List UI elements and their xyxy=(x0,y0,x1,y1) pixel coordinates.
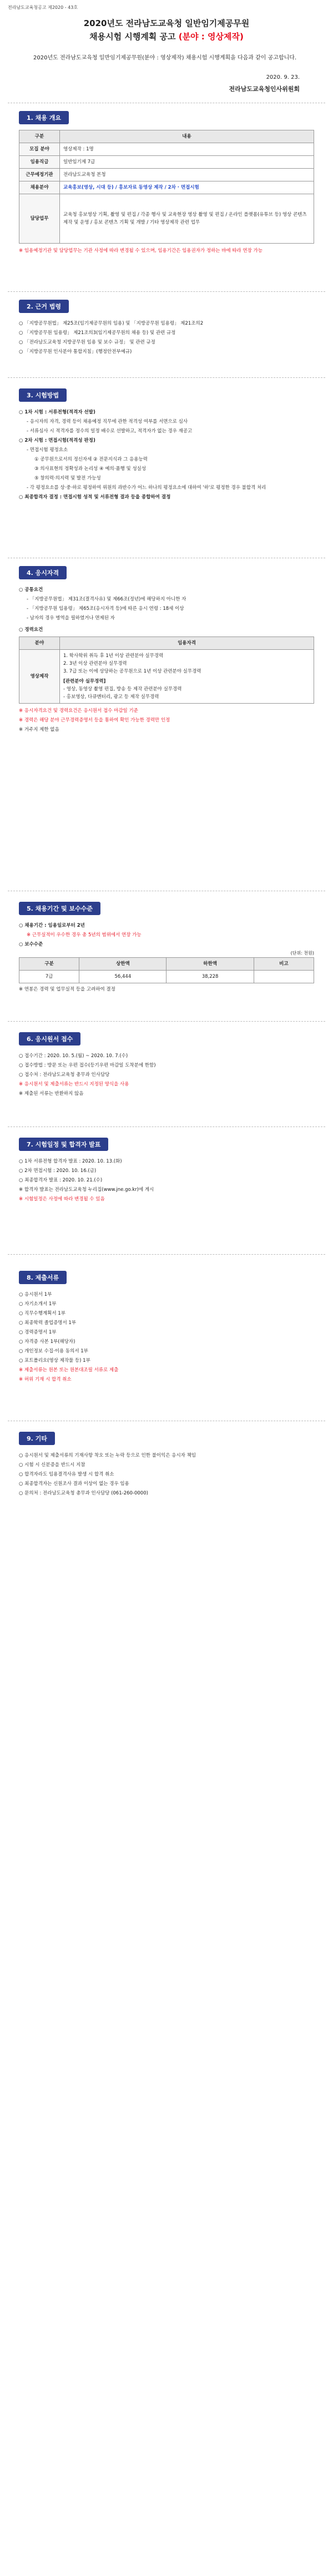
row-label: 임용직급 xyxy=(19,156,60,169)
law-line: ○ 「전라남도교육청 지방공무원 임용 및 보수 규정」 및 관련 규정 xyxy=(19,340,155,345)
divider xyxy=(8,1021,325,1022)
requirement-line: 2. 3년 이상 관련분야 실무경력 xyxy=(63,661,127,666)
period-line: ※ 근무실적이 우수한 경우 총 5년의 범위에서 연장 가능 xyxy=(27,932,142,938)
col-requirement: 임용자격 xyxy=(60,637,314,650)
other-line: ○ 문의처 : 전라남도교육청 총무과 인사담당 (061-260-0000) xyxy=(19,1491,148,1496)
pay-col: 비고 xyxy=(254,958,314,971)
section-heading: 1. 채용 개요 xyxy=(19,111,69,124)
eligibility-note: ※ 거주지 제한 없음 xyxy=(19,727,59,733)
other-line: ○ 응시원서 및 제출서류의 기재사항 착오 또는 누락 등으로 인한 불이익은 응시자 책임 xyxy=(19,1453,196,1458)
pay-table xyxy=(19,957,314,983)
eligibility-line: ○ 공통요건 xyxy=(19,587,43,593)
schedule-line: ※ 시험일정은 사정에 따라 변경될 수 있음 xyxy=(19,1196,105,1202)
section-heading: 9. 기타 xyxy=(19,1432,55,1445)
pay-note: ※ 연봉은 경력 및 업무실적 등을 고려하여 결정 xyxy=(19,987,115,992)
document-line: ○ 응시원서 1부 xyxy=(19,1292,52,1297)
pay-col: 구분 xyxy=(19,958,79,971)
row-label: 근무예정기관 xyxy=(19,169,60,181)
section-heading: 8. 제출서류 xyxy=(19,1271,67,1284)
section-heading: 5. 채용기간 및 보수수준 xyxy=(19,902,100,915)
page-title-line2 xyxy=(22,30,311,43)
method-line: - 각 평정요소를 상·중·하로 평정하여 위원의 과반수가 어느 하나의 평정요소에 대하여 '하'로 평정한 경우 불합격 처리 xyxy=(27,485,266,491)
row-label: 채용분야 xyxy=(19,181,60,194)
section-eligibility xyxy=(19,566,314,735)
notice-number: 전라남도교육청공고 제2020 - 43호 xyxy=(8,5,78,10)
method-line: ○ 최종합격자 결정 : 면접시험 성적 및 서류전형 결과 등을 종합하여 결정 xyxy=(19,494,171,500)
document-line: ※ 허위 기재 시 합격 취소 xyxy=(19,1377,72,1382)
page-title-line1: 2020년도 전라남도교육청 일반임기제공무원 xyxy=(83,18,250,28)
row-label: 담당업무 xyxy=(19,194,60,244)
document-line: ○ 포트폴리오(영상 제작물 등) 1부 xyxy=(19,1358,90,1363)
title-highlight: (분야 : 영상제작) xyxy=(178,32,244,42)
method-line: - 서류심사 시 적격자를 정수의 일정 배수로 선발하고, 적격자가 없는 경우 재공고 xyxy=(27,428,193,434)
document-line: ○ 최종학력 졸업증명서 1부 xyxy=(19,1320,77,1326)
overview-table xyxy=(19,130,314,244)
requirement-line: 1. 학사학위 취득 후 1년 이상 관련분야 실무경력 xyxy=(63,653,164,659)
pay-unit: (단위: 천원) xyxy=(290,951,314,956)
intro-text: 2020년도 전라남도교육청 일반임기제공무원(분야 : 영상제작) 채용시험 시행계획을 다음과 같이 공고합니다. xyxy=(33,55,297,61)
schedule-line: ○ 1차 서류전형 합격자 발표 : 2020. 10. 13.(화) xyxy=(19,1159,122,1164)
schedule-line: ※ 합격자 발표는 전라남도교육청 누리집(www.jne.go.kr)에 게시 xyxy=(19,1187,154,1193)
other-line: ○ 합격자라도 임용결격사유 발생 시 합격 취소 xyxy=(19,1472,114,1477)
eligibility-note: ※ 응시자격요건 및 경력요건은 응시원서 접수 마감일 기준 xyxy=(19,708,138,714)
requirement-line: - 홍보영상, 다큐멘터리, 광고 등 제작 실무경력 xyxy=(63,694,159,700)
other-line: ○ 시험 시 신분증을 반드시 지참 xyxy=(19,1462,85,1468)
col-category: 구분 xyxy=(19,130,60,143)
law-line: ○ 「지방공무원 인사분야 통합지침」(행정안전부예규) xyxy=(19,349,132,355)
application-line: ○ 접수방법 : 방문 또는 우편 접수(등기우편 마감일 도착분에 한함) xyxy=(19,1063,156,1068)
eligibility-note: ※ 경력은 해당 분야 근무경력증명서 등을 통하여 확인 가능한 경력만 인정 xyxy=(19,718,170,723)
document-line: ○ 자격증 사본 1부(해당자) xyxy=(19,1339,75,1345)
application-line: ※ 제출된 서류는 반환하지 않음 xyxy=(19,1091,84,1097)
pay-cell: 56,444 xyxy=(79,971,167,983)
issuing-agency: 전라남도교육청인사위원회 xyxy=(229,85,300,93)
row-label: 모집 분야 xyxy=(19,143,60,156)
document-line: ○ 경력증명서 1부 xyxy=(19,1330,57,1335)
field-name: 영상제작 xyxy=(19,650,60,704)
row-value: 교육홍보(영상, 시대 등) / 홍보자료 동영상 제작 / 2차 · 면접시험 xyxy=(60,181,314,194)
table-row xyxy=(19,194,314,244)
pay-col: 상한액 xyxy=(79,958,167,971)
requirement-line: - 영상, 동영상 촬영 편집, 방송 등 제작 관련분야 실무경력 xyxy=(63,686,182,692)
section-overview xyxy=(19,111,314,255)
section-heading: 7. 시험일정 및 합격자 발표 xyxy=(19,1138,108,1151)
divider xyxy=(8,291,325,292)
application-line: ○ 접수기간 : 2020. 10. 5.(월) ~ 2020. 10. 7.(수) xyxy=(19,1053,128,1059)
section-heading: 4. 응시자격 xyxy=(19,566,67,579)
table-row xyxy=(19,181,314,194)
pay-col: 하한액 xyxy=(167,958,254,971)
overview-note: ※ 임용예정기관 및 담당업무는 기관 사정에 따라 변경될 수 있으며, 임용기간은 임용권자가 정하는 바에 따라 연장 가능 xyxy=(19,248,263,254)
method-line: ⑤ 창의력·의지력 및 발전 가능성 xyxy=(34,476,101,481)
method-line: - 면접시험 평정요소 xyxy=(27,447,68,453)
document-line: ○ 자기소개서 1부 xyxy=(19,1301,57,1307)
pay-cell: 7급 xyxy=(19,971,79,983)
section-documents xyxy=(19,1271,314,1385)
document-line: ○ 개인정보 수집·이용 동의서 1부 xyxy=(19,1348,88,1354)
document-line: ※ 제출서류는 원본 또는 원본대조필 서류로 제출 xyxy=(19,1367,119,1373)
table-row xyxy=(19,156,314,169)
method-line: - 응시자의 자격, 경력 등이 채용예정 직무에 관한 적격성 여부를 서면으로 심사 xyxy=(27,419,188,425)
section-other xyxy=(19,1432,314,1499)
divider xyxy=(8,377,325,378)
method-line: ○ 1차 시험 : 서류전형(적격자 선발) xyxy=(19,410,95,415)
law-line: ○ 「지방공무원법」 제25조(임기제공무원의 임용) 및 「지방공무원 임용령」 제21조의2 xyxy=(19,321,204,326)
eligibility-table-title: ○ 경력요건 xyxy=(19,627,43,633)
document-line: ○ 직무수행계획서 1부 xyxy=(19,1311,65,1316)
eligibility-table xyxy=(19,637,314,704)
title-block xyxy=(22,17,311,43)
pay-cell xyxy=(254,971,314,983)
col-content: 내용 xyxy=(60,130,314,143)
section-heading: 6. 응시원서 접수 xyxy=(19,1032,80,1045)
method-line: ① 공무원으로서의 정신자세 ② 전문지식과 그 응용능력 xyxy=(34,457,148,462)
other-line: ○ 최종합격자는 신원조사 결과 이상이 없는 경우 임용 xyxy=(19,1481,129,1487)
table-row xyxy=(19,169,314,181)
row-value: 교육청 홍보영상 기획, 촬영 및 편집 / 각종 행사 및 교육현장 영상 촬영 및 편집 / 온라인 플랫폼(유튜브 등) 영상 콘텐츠 제작 및 운영 / 홍보 콘텐츠 기획 및 개발 / 기타 영상제작 관련 업무 xyxy=(60,194,314,244)
section-exam-method xyxy=(19,388,314,503)
section-period-pay xyxy=(19,902,314,995)
section-application xyxy=(19,1032,314,1099)
row-value: 전라남도교육청 본청 xyxy=(60,169,314,181)
law-line: ○ 「지방공무원 임용령」 제21조의3(임기제공무원의 채용 등) 및 관련 규정 xyxy=(19,330,176,336)
col-field: 분야 xyxy=(19,637,60,650)
section-heading: 3. 시험방법 xyxy=(19,388,67,402)
row-value: 영상제작 : 1명 xyxy=(60,143,314,156)
section-schedule xyxy=(19,1138,314,1205)
table-row xyxy=(19,650,314,704)
table-row xyxy=(19,971,314,983)
divider xyxy=(8,1254,325,1255)
method-line: ○ 2차 시험 : 면접시험(적격성 판정) xyxy=(19,438,95,443)
requirement-cell xyxy=(60,650,314,704)
application-line: ○ 접수처 : 전라남도교육청 총무과 인사담당 xyxy=(19,1072,110,1078)
eligibility-line: - 「지방공무원 임용령」 제65조(응시자격 등)에 따른 응시 연령 : 18세 이상 xyxy=(27,606,184,612)
eligibility-line: - 「지방공무원법」 제31조(결격사유) 및 제66조(정년)에 해당하지 아니한 자 xyxy=(27,597,186,602)
requirement-line: [관련분야 실무경력] xyxy=(63,679,106,684)
requirement-line: 3. 7급 또는 이에 상당하는 공무원으로 1년 이상 관련분야 실무경력 xyxy=(63,669,201,674)
section-heading: 2. 근거 법령 xyxy=(19,300,69,313)
method-line: ③ 의사표현의 정확성과 논리성 ④ 예의·품행 및 성실성 xyxy=(34,466,147,472)
schedule-line: ○ 2차 면접시험 : 2020. 10. 16.(금) xyxy=(19,1168,97,1174)
period-line: ○ 보수수준 xyxy=(19,942,43,947)
title-prefix: 채용시험 시행계획 공고 xyxy=(89,32,179,42)
schedule-line: ○ 최종합격자 발표 : 2020. 10. 21.(수) xyxy=(19,1178,103,1183)
eligibility-line: - 남자의 경우 병역을 필하였거나 면제된 자 xyxy=(27,615,115,621)
row-value: 일반임기제 7급 xyxy=(60,156,314,169)
period-line: ○ 채용기간 : 임용일로부터 2년 xyxy=(19,923,85,928)
pay-cell: 38,228 xyxy=(167,971,254,983)
section-legal-basis xyxy=(19,300,314,357)
notice-date: 2020. 9. 23. xyxy=(266,74,300,80)
application-line: ※ 응시원서 및 제출서류는 반드시 지정된 양식을 사용 xyxy=(19,1082,129,1087)
table-row xyxy=(19,143,314,156)
